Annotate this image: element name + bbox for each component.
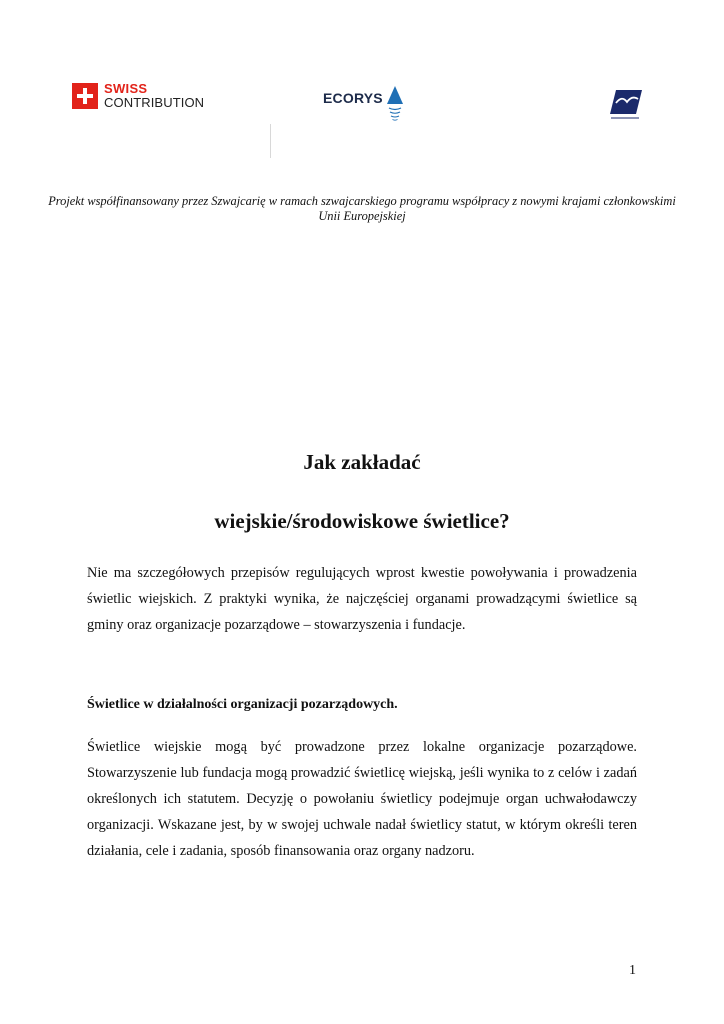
logo-divider — [270, 124, 271, 158]
document-title-line1: Jak zakładać — [303, 450, 421, 474]
swiss-logo-line1: SWISS — [104, 81, 148, 96]
seagull-icon — [608, 86, 644, 122]
logo-bar — [0, 0, 724, 170]
sailboat-icon — [386, 86, 404, 122]
swiss-cross-icon — [72, 83, 98, 109]
ecorys-logo — [323, 86, 404, 122]
swiss-logo-line2: CONTRIBUTION — [104, 95, 205, 110]
intro-paragraph: Nie ma szczegółowych przepisów regulujących wprost kwestie powoływania i prowadzenia świetlic wiejskich. Z praktyki wynika, że najczęściej organami prowadzącymi świetlice są gminy oraz organizacje pozarządowe – stowarzyszenia i fundacje. — [87, 565, 637, 633]
page-number: 1 — [629, 963, 636, 978]
cofinancing-note: Projekt współfinansowany przez Szwajcarię w ramach szwajcarskiego programu współpracy z nowymi krajami członkowskimi Unii Europejskiej — [48, 194, 676, 223]
swiss-contribution-logo — [72, 82, 204, 110]
document-title-line2: wiejskie/środowiskowe świetlice? — [214, 509, 510, 533]
section-heading: Świetlice w działalności organizacji pozarządowych. — [87, 697, 398, 712]
ecorys-logo-text: ECORYS — [323, 90, 383, 106]
section-paragraph: Świetlice wiejskie mogą być prowadzone przez lokalne organizacje pozarządowe. Stowarzyszenie lub fundacja mogą prowadzić świetlicę wiejską, jeśli wynika to z celów i zadań określonych ich statutem. Decyzję o powołaniu świetlicy podejmuje organ uchwałodawczy organizacji. Wskazane jest, by w swojej uchwale nadał świetlicy statut, w którym określi teren działania, cele i zadania, sposób finansowania oraz organy nadzoru. — [87, 739, 637, 859]
